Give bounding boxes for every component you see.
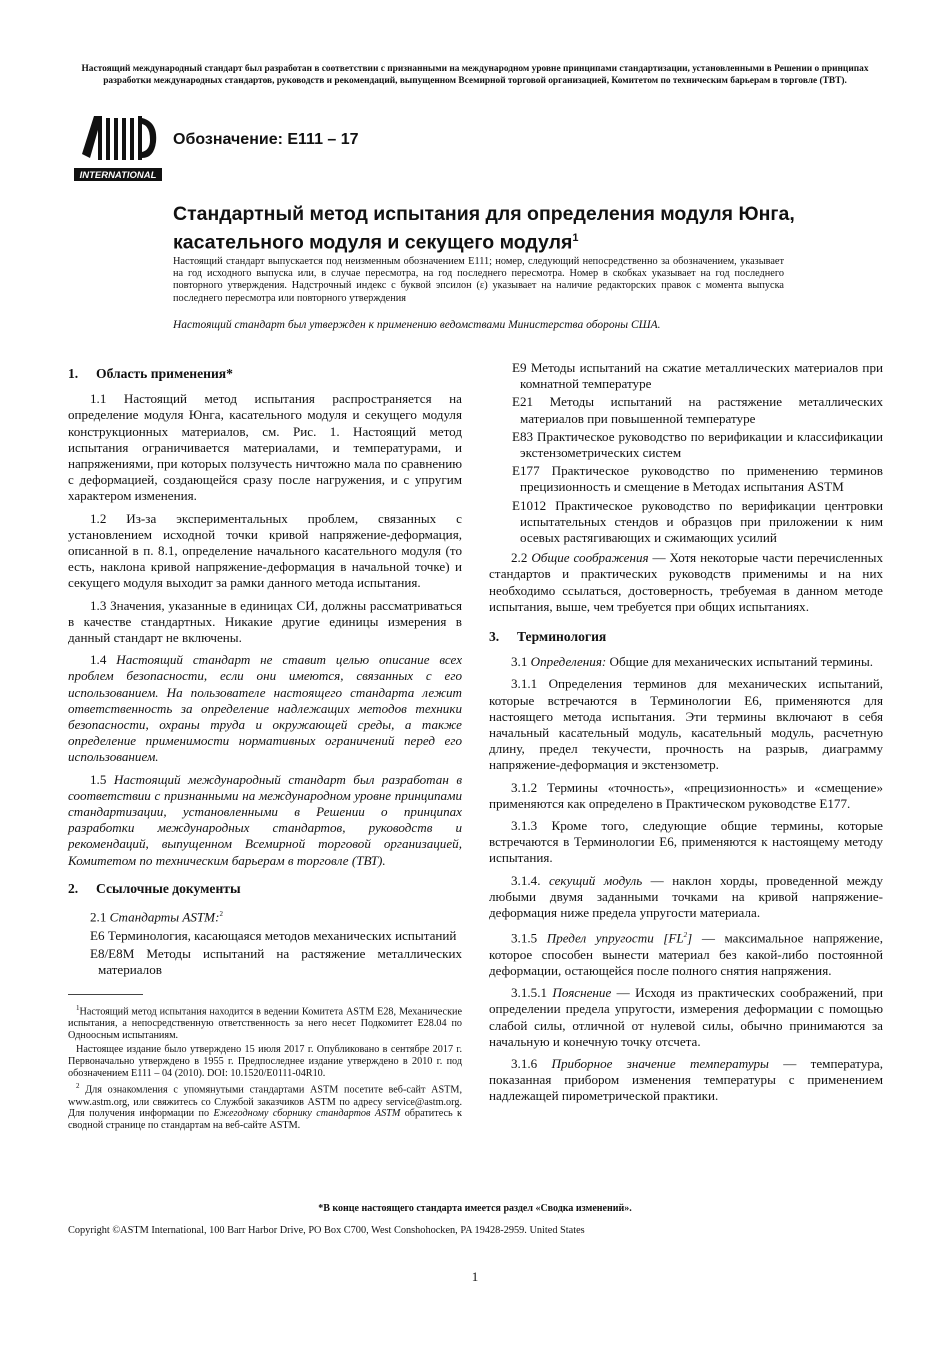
dod-approval-note: Настоящий стандарт был утвержден к применению ведомствами Министерства обороны США. — [173, 319, 661, 331]
footnote-divider — [68, 994, 143, 995]
section-1-heading: 1. Область применения* — [68, 366, 233, 381]
reference-e83: E83 Практическое руководство по верификации и классификации экстензометрических систем — [512, 428, 883, 461]
paragraph-3-1-5: 3.1.5 Предел упругости $[FL^2]$ — максимальное напряжение, которое способен вынести материал без какой-либо постоянной деформации, остающейся после полного снятия напряжения. — [489, 930, 884, 979]
paragraph-3-1-5-1: 3.1.5.1 Пояснение — Исходя из практических соображений, при определении предела упругости, измерения деформации с помощью слабой силы, отличной от нулевой силы, обычно принимаются за начальную и конечную точку отсчета. — [489, 985, 883, 1049]
designation: Обозначение: E111 – 17 — [173, 131, 359, 148]
document-title — [173, 202, 873, 255]
title-footnote-mark: 1 — [572, 232, 579, 244]
astm-logo — [72, 112, 164, 182]
paragraph-3-1-4: 3.1.4. секущий модуль — наклон хорды, проведенной между любыми двумя заданными точками на кривой напряжение-деформация ниже предела упругости материала. — [489, 872, 883, 921]
standards-notice: Настоящий международный стандарт был разработан в соответствии с признанными на международном уровне принципами стандартизации, установленными в Решении о принципах разработки международных стандартов, руководств и рекомендаций, выпущенном Всемирной торговой организацией, Комитетом по техническим барьерам в торговле (ТВТ). — [81, 64, 869, 86]
title-text: Стандартный метод испытания для определения модуля Юнга, касательного модуля и секущего модуля — [173, 203, 795, 254]
paragraph-1-1: 1.1 Настоящий метод испытания распространяется на определение модуля Юнга, касательного модуля и секущего модуля конструкционных материалов, см. Рис. 1. Настоящий метод испытания ограничивается материалами, и температурами, и напряжениями, при которых ползучесть ничтожно мала по сравнению с деформацией, создающейся сразу после нагружения, и с упругим характером изменения. — [68, 391, 462, 504]
paragraph-3-1-3: 3.1.3 Кроме того, следующие общие термины, которые встречаются в Терминологии E6, применяются к настоящему методу испытания. — [489, 818, 883, 866]
intro-paragraph: Настоящий стандарт выпускается под неизменным обозначением E111; номер, следующий непосредственно за обозначением, указывает на год исходного выпуска или, в случае пересмотра, на год последнего пересмотра. Номер в скобках указывает на год последнего повторного утверждения. Надстрочный индекс с буквой эпсилон (ε) указывает на наличие редакторских правок с момента выпуска последнего пересмотра или повторного утверждения — [173, 256, 784, 304]
astm-logo-icon — [72, 112, 164, 182]
paragraph-1-2: 1.2 Из-за экспериментальных проблем, связанных с установлением исходной точки кривой напряжение-деформация, описанной в п. 8.1, определение начального касательного модуля (то есть, наклона кривой напряжение-деформация в начальной точке) и секущего модуля выходит за рамки данного метода испытания. — [68, 510, 462, 591]
paragraph-3-1-2: 3.1.2 Термины «точность», «прецизионность» и «смещение» применяются как определено в Практическом руководстве E177. — [489, 779, 883, 811]
logo-text: INTERNATIONAL — [79, 170, 157, 181]
footnote-2: $^2$ Для ознакомления с упомянутыми стандартами ASTM посетите веб-сайт ASTM, www.astm.org, или свяжитесь со Службой заказчиков ASTM по адресу service@astm.org. Для получения информации по Ежегодному сборнику стандартов ASTM обратитесь к сводной странице по стандартам на веб-сайте ASTM. — [68, 1082, 462, 1132]
reference-e21: E21 Методы испытаний на растяжение металлических материалов при повышенной температуре — [512, 394, 883, 426]
footnote-1-edition: Настоящее издание было утверждено 15 июля 2017 г. Опубликовано в сентябре 2017 г. Первоначально утверждено в 1955 г. Предпоследнее издание утверждено в 2010 г. под обозначением E111 – 04 (2010). DOI: 10.1520/E0111-04R10. — [68, 1044, 462, 1079]
paragraph-1-4: 1.4 Настоящий стандарт не ставит целью описание всех проблем безопасности, если они имеются, связанных с его использованием. На пользователе настоящего стандарта лежит ответственность за определение надлежащих методов техники безопасности, охраны труда и окружающей среды, а также определение применимости нормативных ограничений перед его использованием. — [68, 652, 463, 765]
paragraph-2-1: 2.1 Стандарты ASTM:$^2$ — [90, 909, 223, 925]
paragraph-2-2: 2.2 Общие соображения — Хотя некоторые части перечисленных стандартов и практических руководств применимы и на них необходимо ссылаться, достоверность, требуемая в данном методе испытания, выше, чем требуется при общих испытаниях. — [489, 550, 884, 614]
reference-e8: E8/E8M Методы испытаний на растяжение металлических материалов — [90, 945, 462, 978]
paragraph-3-1: 3.1 Определения: Общие для механических испытаний термины. — [511, 654, 874, 670]
page-number: 1 — [471, 1269, 479, 1284]
reference-e177: E177 Практическое руководство по применению терминов прецизионность и смещение в Методах испытания ASTM — [512, 463, 883, 495]
footnote-1: $^1$Настоящий метод испытания находится в ведении Комитета ASTM E28, Механические испытания, а непосредственную ответственность за него несет Подкомитет E28.04 по Одноосным испытаниям. — [68, 1004, 462, 1042]
reference-e9: E9 Методы испытаний на сжатие металлических материалов при комнатной температуре — [512, 360, 883, 392]
paragraph-3-1-6: 3.1.6 Приборное значение температуры — температура, показанная прибором изменения температуры с применением надлежащей пирометрической практики. — [489, 1056, 884, 1104]
paragraph-3-1-1: 3.1.1 Определения терминов для механических испытаний, которые встречаются в Терминологии E6, применяются для настоящего метода испытания. Эти термины включают в себя начальный касательный модуль, касательный модуль, расчетную длину, предел текучести, прочность на разрыв, диаграмму напряжение-деформация и экстензометр. — [489, 676, 883, 773]
section-3-heading: 3. Терминология — [489, 629, 607, 645]
summary-of-changes-note: *В конце настоящего стандарта имеется раздел «Сводка изменений». — [318, 1203, 632, 1214]
section-2-heading: 2. Ссылочные документы — [68, 880, 241, 896]
right-column — [489, 360, 883, 1111]
paragraph-1-3: 1.3 Значения, указанные в единицах СИ, должны рассматриваться в качестве стандартных. Никакие другие единицы измерения в данный стандарт не включены. — [68, 597, 462, 646]
paragraph-1-5: 1.5 Настоящий международный стандарт был разработан в соответствии с признанными на международном уровне принципами стандартизации, установленными в Решении о принципах разработки международных стандартов, руководств и рекомендаций, выпущенном Всемирной торговой организацией, Комитетом по техническим барьерам в торговле (ТВТ). — [68, 771, 463, 868]
reference-e1012: E1012 Практическое руководство по верификации центровки испытательных стендов и образцов при приложении к ним осевых растягивающих и сжимающих усилий — [512, 497, 883, 546]
left-column — [68, 360, 462, 1134]
reference-e6: E6 Терминология, касающаяся методов механических испытаний — [90, 927, 457, 943]
copyright-line: Copyright ©ASTM International, 100 Barr Harbor Drive, PO Box C700, West Conshohocken, PA 19428-2959. United States — [68, 1225, 585, 1236]
